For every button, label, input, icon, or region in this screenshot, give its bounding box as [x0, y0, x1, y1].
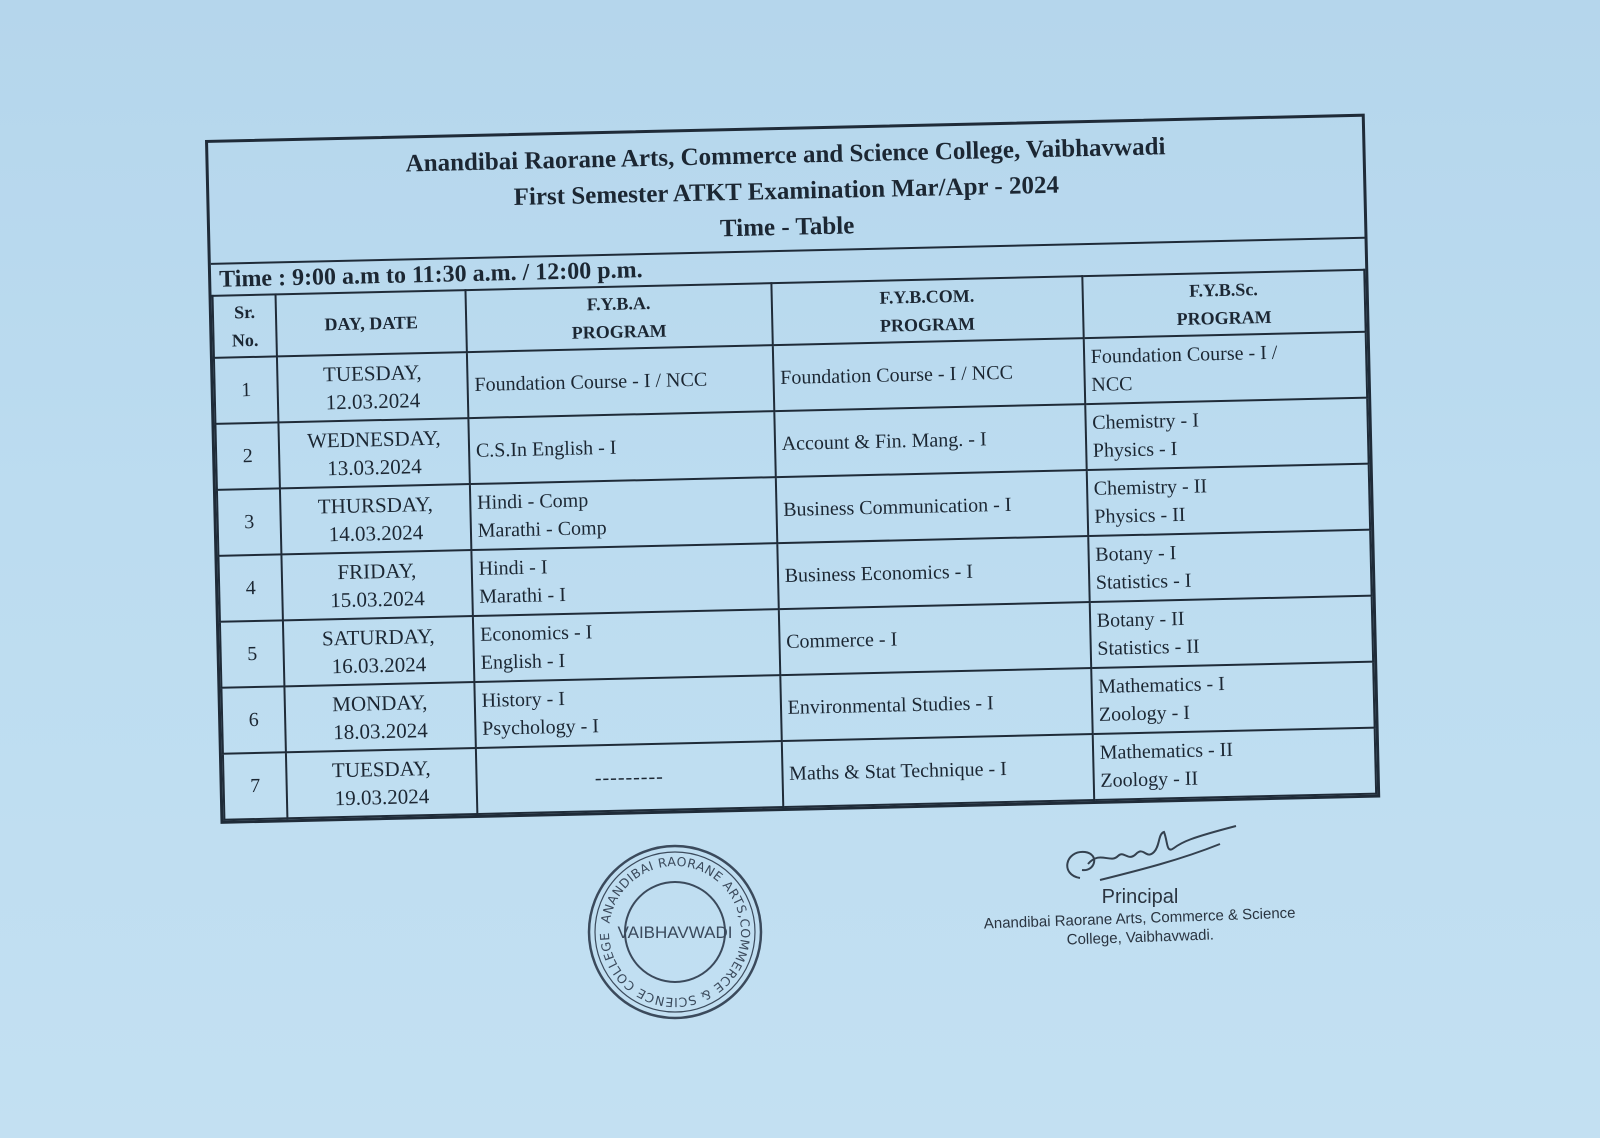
timetable-sheet — [205, 114, 1380, 824]
fyba-subject: Economics - I English - I — [473, 609, 780, 682]
col-day-date: DAY, DATE — [276, 290, 467, 356]
sr-no: 5 — [220, 620, 285, 687]
sr-no: 1 — [214, 356, 279, 423]
fybcom-subject: Account & Fin. Mang. - I — [774, 404, 1086, 477]
fybcom-subject: Business Communication - I — [775, 470, 1087, 543]
fybsc-subject: Botany - I Statistics - I — [1088, 530, 1372, 602]
fybsc-subject: Chemistry - II Physics - II — [1086, 464, 1370, 536]
principal-signature-block — [980, 820, 1300, 947]
fyba-subject: Hindi - I Marathi - I — [471, 543, 778, 616]
exam-title: First Semester ATKT Examination Mar/Apr - 2024 — [513, 171, 1060, 212]
fybsc-subject: Mathematics - II Zoology - II — [1092, 728, 1376, 800]
day-date: TUESDAY, 19.03.2024 — [286, 748, 477, 818]
day-date: MONDAY, 18.03.2024 — [285, 682, 476, 752]
fybcom-subject: Environmental Studies - I — [780, 668, 1092, 741]
fybcom-subject: Foundation Course - I / NCC — [772, 338, 1084, 411]
timetable — [212, 269, 1378, 821]
college-seal-stamp — [585, 842, 765, 1022]
document-type: Time - Table — [719, 212, 855, 243]
exam-time: Time : 9:00 a.m to 11:30 a.m. / 12:00 p.m. — [218, 257, 643, 293]
fybsc-subject: Foundation Course - I / NCC — [1083, 332, 1367, 404]
principal-title: Principal — [1101, 886, 1179, 908]
col-fybsc: F.Y.B.Sc. PROGRAM — [1082, 270, 1366, 338]
col-fybcom: F.Y.B.COM. PROGRAM — [771, 276, 1083, 345]
col-fyba: F.Y.B.A. PROGRAM — [465, 283, 772, 352]
day-date: THURSDAY, 14.03.2024 — [280, 484, 471, 554]
fybsc-subject: Botany - II Statistics - II — [1089, 596, 1373, 668]
day-date: TUESDAY, 12.03.2024 — [277, 352, 468, 422]
fyba-subject: Hindi - Comp Marathi - Comp — [470, 477, 777, 550]
timetable-frame — [205, 114, 1380, 824]
principal-institution: Anandibai Raorane Arts, Commerce & Science College, Vaibhavwadi. — [983, 904, 1296, 949]
fyba-subject: --------- — [476, 741, 783, 814]
fyba-subject: C.S.In English - I — [468, 411, 775, 484]
fybsc-subject: Chemistry - I Physics - I — [1085, 398, 1369, 470]
day-date: SATURDAY, 16.03.2024 — [283, 616, 474, 686]
fyba-subject: Foundation Course - I / NCC — [467, 345, 774, 418]
sr-no: 6 — [221, 686, 286, 753]
fyba-subject: History - I Psychology - I — [474, 675, 781, 748]
day-date: FRIDAY, 15.03.2024 — [282, 550, 473, 620]
fybcom-subject: Maths & Stat Technique - I — [781, 734, 1093, 807]
col-sr-no: Sr. No. — [213, 294, 278, 357]
sr-no: 4 — [218, 554, 283, 621]
handwritten-signature — [1040, 820, 1240, 890]
fybsc-subject: Mathematics - I Zoology - I — [1091, 662, 1375, 734]
sr-no: 2 — [215, 422, 280, 489]
day-date: WEDNESDAY, 13.03.2024 — [279, 418, 470, 488]
fybcom-subject: Business Economics - I — [777, 536, 1089, 609]
fybcom-subject: Commerce - I — [778, 602, 1090, 675]
college-name: Anandibai Raorane Arts, Commerce and Science College, Vaibhavwadi — [405, 133, 1166, 178]
svg-text:VAIBHAVWADI: VAIBHAVWADI — [617, 923, 733, 942]
sr-no: 3 — [217, 488, 282, 555]
sr-no: 7 — [223, 752, 288, 819]
svg-text:ANANDIBAI RAORANE ARTS,COMMERC: ANANDIBAI RAORANE ARTS,COMMERCE & SCIENCE COLLEGE — [596, 853, 754, 1011]
